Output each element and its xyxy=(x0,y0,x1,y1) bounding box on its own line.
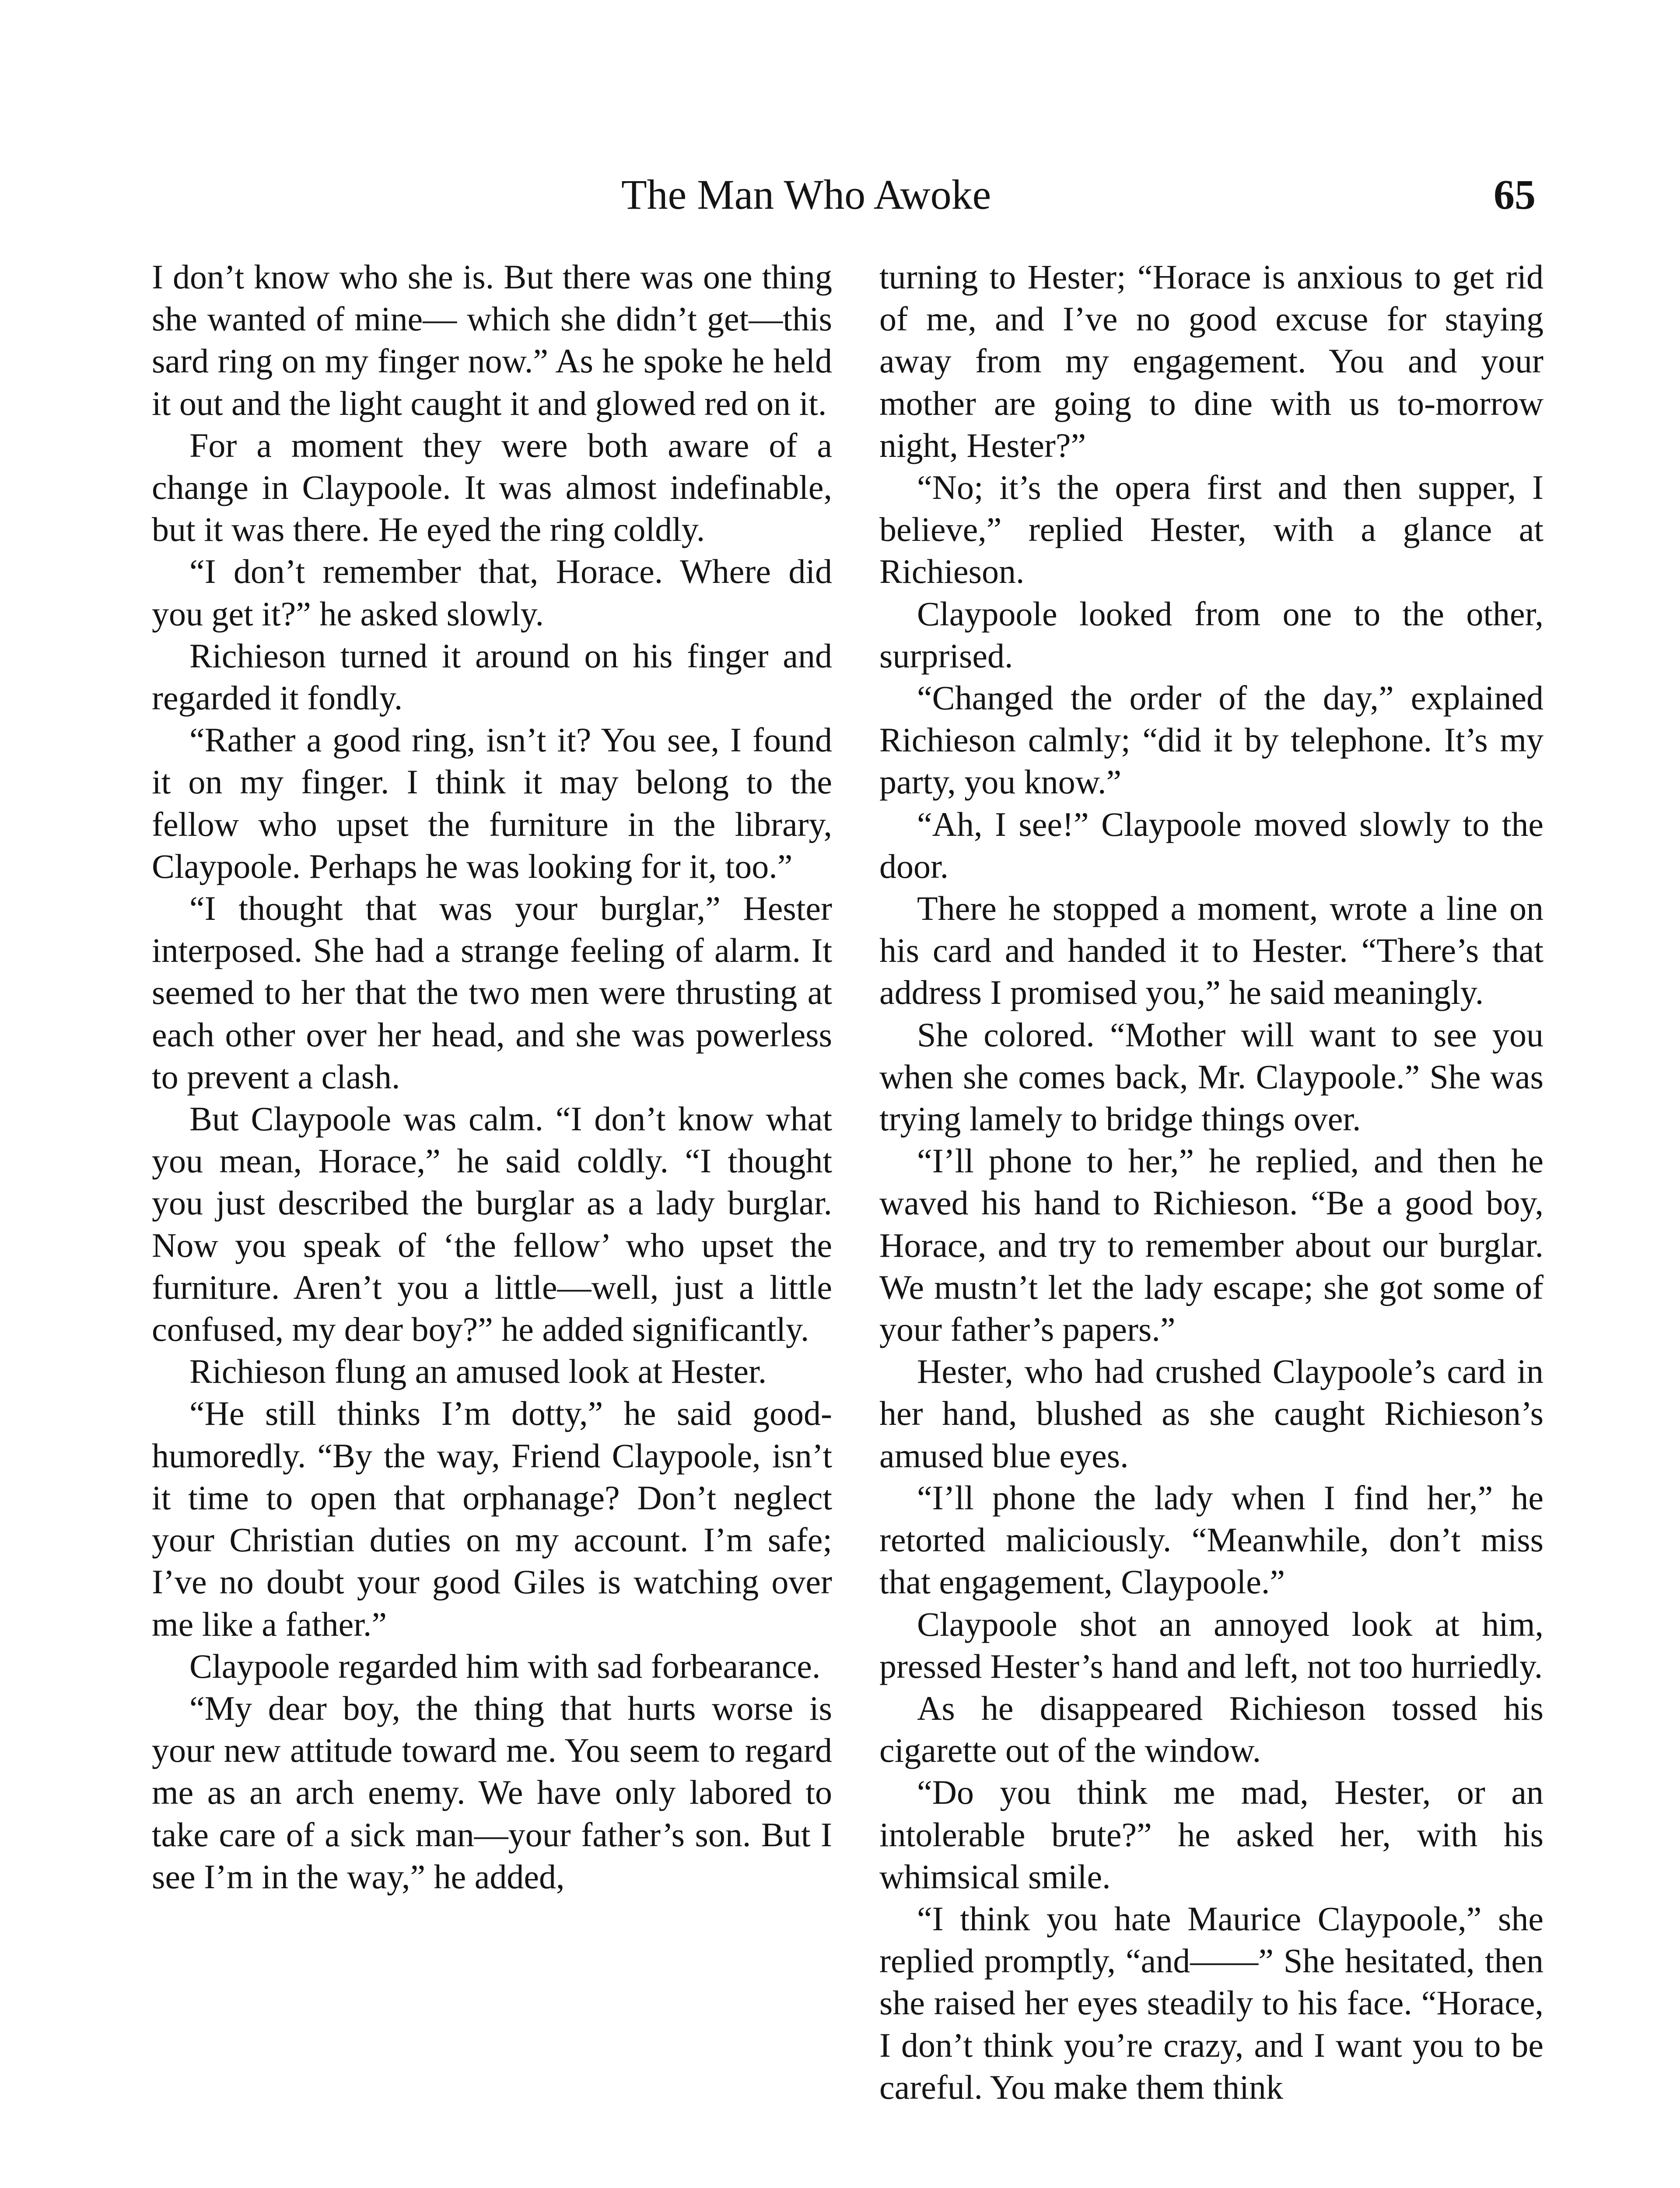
paragraph: Hester, who had crushed Claypoole’s card in her hand, blushed as she caught Richieson’s amused blue eyes. xyxy=(879,1352,1544,1475)
paragraph: “Do you think me mad, Hester, or an intolerable brute?” he asked her, with his whimsical smile. xyxy=(879,1773,1544,1896)
paragraph: “I thought that was your burglar,” Hester interposed. She had a strange feeling of alarm. It seemed to her that the two men were thrusting at each other over her head, and she was powerless to prevent a clash. xyxy=(152,889,832,1096)
paragraph: “My dear boy, the thing that hurts worse is your new attitude toward me. You seem to regard me as an arch enemy. We have only labored to take care of a sick man—your father’s son. But I see I’m in the way,” he added, xyxy=(152,1689,832,1896)
paragraph: But Claypoole was calm. “I don’t know what you mean, Horace,” he said coldly. “I thought you just described the burglar as a lady burglar. Now you speak of ‘the fellow’ who upset the furniture. Aren’t you a little—well, just a little confused, my dear boy?” he added significantly. xyxy=(152,1100,832,1349)
paragraph: “Changed the order of the day,” explained Richieson calmly; “did it by telephone. It’s my party, you know.” xyxy=(879,679,1544,801)
paragraph: Claypoole looked from one to the other, surprised. xyxy=(879,594,1544,675)
paragraph: For a moment they were both aware of a change in Claypoole. It was almost indefinable, but it was there. He eyed the ring coldly. xyxy=(152,426,832,549)
paragraph: Claypoole shot an annoyed look at him, pressed Hester’s hand and left, not too hurriedly. xyxy=(879,1605,1544,1685)
running-title: The Man Who Awoke xyxy=(621,171,991,218)
paragraph: “Ah, I see!” Claypoole moved slowly to the door. xyxy=(879,805,1544,885)
paragraph: Richieson turned it around on his finger and regarded it fondly. xyxy=(152,636,832,717)
paragraph: “I’ll phone the lady when I find her,” he retorted maliciously. “Meanwhile, don’t miss that engagement, Claypoole.” xyxy=(879,1478,1544,1601)
paragraph: “No; it’s the opera first and then supper, I believe,” replied Hester, with a glance at Richieson. xyxy=(879,468,1544,591)
paragraph: I don’t know who she is. But there was one thing she wanted of mine— which she didn’t get—this sard ring on my finger now.” As he spoke he held it out and the light caught it and glowed red on it. xyxy=(152,258,832,422)
paragraph: “Rather a good ring, isn’t it? You see, I found it on my finger. I think it may belong to the fellow who upset the furniture in the library, Claypoole. Perhaps he was looking for it, too.” xyxy=(152,721,832,885)
paragraph: As he disappeared Richieson tossed his cigarette out of the window. xyxy=(879,1689,1544,1770)
paragraph: “He still thinks I’m dotty,” he said good-humoredly. “By the way, Friend Claypoole, isn’t it time to open that orphanage? Don’t neglect your Christian duties on my account. I’m safe; I’ve no doubt your good Giles is watching over me like a father.” xyxy=(152,1394,832,1643)
paragraph: She colored. “Mother will want to see you when she comes back, Mr. Claypoole.” She was trying lamely to bridge things over. xyxy=(879,1015,1544,1138)
page-number: 65 xyxy=(1494,171,1536,218)
right-column xyxy=(879,256,1544,2108)
paragraph: Richieson flung an amused look at Hester. xyxy=(189,1352,767,1391)
left-column xyxy=(152,256,832,1898)
paragraph: “I don’t remember that, Horace. Where did you get it?” he asked slowly. xyxy=(152,552,832,633)
paragraph: Claypoole regarded him with sad forbearance. xyxy=(189,1647,821,1685)
paragraph: There he stopped a moment, wrote a line on his card and handed it to Hester. “There’s that address I promised you,” he said meaningly. xyxy=(879,889,1544,1012)
paragraph: “I think you hate Maurice Claypoole,” she replied promptly, “and——” She hesitated, then she raised her eyes steadily to his face. “Horace, I don’t think you’re crazy, and I want you to be careful. You make them think xyxy=(879,1899,1544,2106)
paragraph: turning to Hester; “Horace is anxious to get rid of me, and I’ve no good excuse for staying away from my engagement. You and your mother are going to dine with us to-morrow night, Hester?” xyxy=(879,258,1544,464)
paragraph: “I’ll phone to her,” he replied, and then he waved his hand to Richieson. “Be a good boy, Horace, and try to remember about our burglar. We mustn’t let the lady escape; she got some of your father’s papers.” xyxy=(879,1142,1544,1349)
